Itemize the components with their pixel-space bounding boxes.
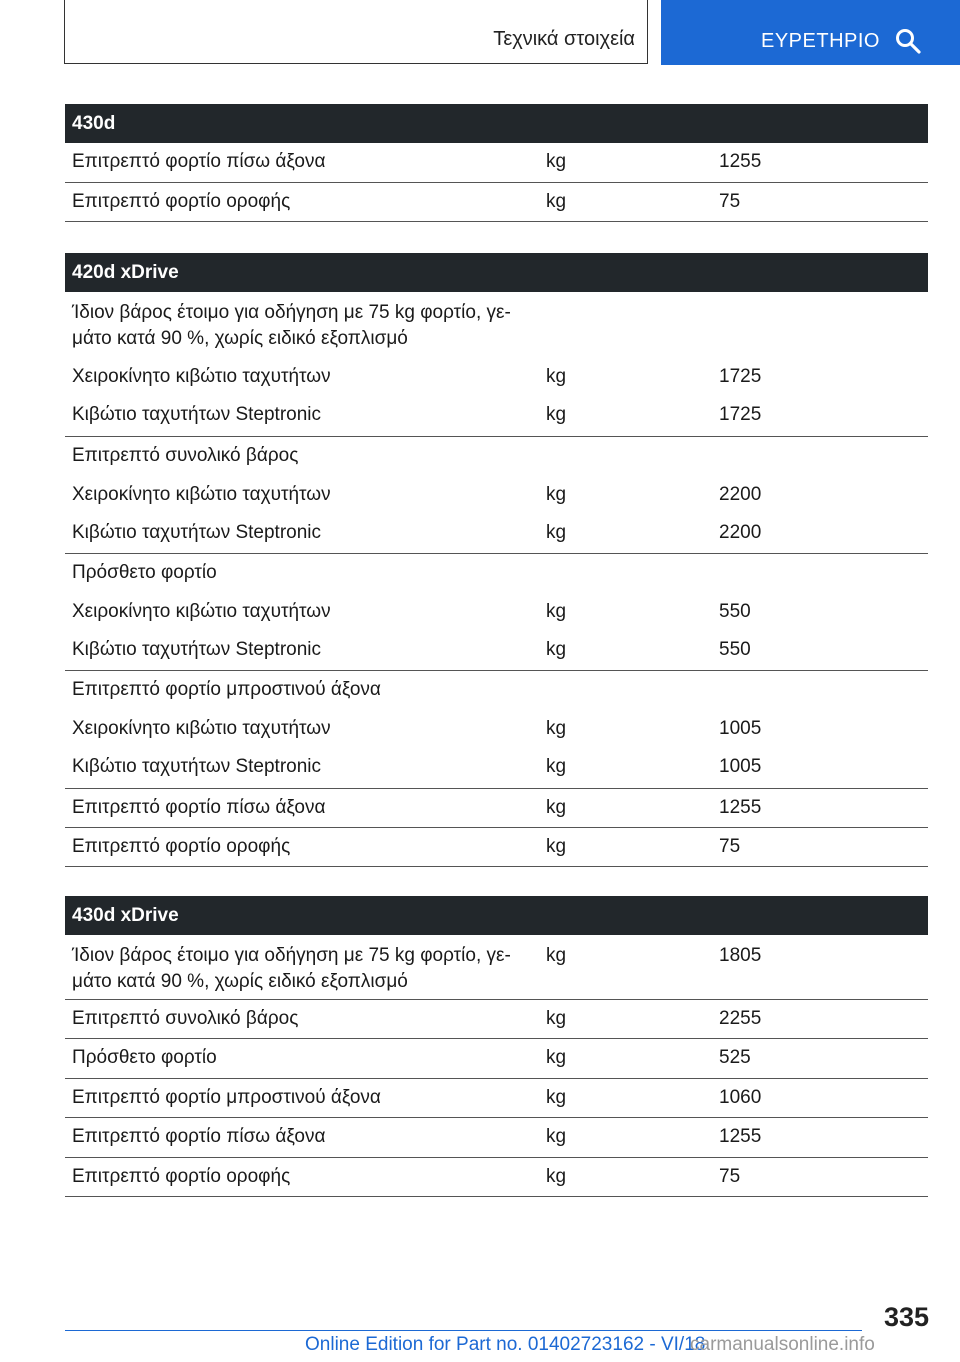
table-row [65, 710, 928, 749]
row-label: Κιβώτιο ταχυτήτων Steptronic [72, 639, 322, 660]
row-unit: kg [546, 1008, 567, 1029]
row-label: Χειροκίνητο κιβώτιο ταχυτήτων [72, 718, 331, 739]
row-value: 1005 [719, 718, 762, 739]
row-value: 1060 [719, 1087, 762, 1108]
row-label: Επιτρεπτό φορτίο μπροστινού άξονα [72, 679, 381, 700]
row-unit: kg [546, 1047, 567, 1068]
spec-table-430d [65, 104, 928, 222]
row-unit: kg [546, 191, 567, 212]
table-row [65, 749, 928, 789]
table-row [65, 397, 928, 437]
row-unit: kg [546, 1126, 567, 1147]
row-label: Πρόσθετο φορτίο [72, 562, 217, 583]
row-value: 1255 [719, 151, 762, 172]
table-row [65, 437, 928, 476]
table-row [65, 632, 928, 671]
row-label: Ίδιον βάρος έτοιμο για οδήγηση με 75 kg φορτίο, γε- [72, 302, 511, 323]
table-row [65, 292, 928, 359]
table-row [65, 515, 928, 554]
table-header: 430d xDrive [65, 896, 928, 935]
row-label: Επιτρεπτό φορτίο μπροστινού άξονα [72, 1087, 381, 1108]
row-label: Χειροκίνητο κιβώτιο ταχυτήτων [72, 601, 331, 622]
table-row [65, 554, 928, 593]
section-tab[interactable] [64, 0, 648, 64]
watermark: carmanualsonline.info [690, 1334, 875, 1355]
row-label: Επιτρεπτό φορτίο πίσω άξονα [72, 151, 326, 172]
table-row [65, 789, 928, 828]
row-value: 550 [719, 639, 751, 660]
table-row [65, 143, 928, 183]
table-row [65, 1039, 928, 1079]
table-header: 420d xDrive [65, 253, 928, 292]
row-value: 75 [719, 191, 741, 212]
row-value: 1805 [719, 945, 762, 966]
row-unit: kg [546, 404, 567, 425]
index-tab[interactable] [661, 0, 960, 65]
row-value: 1725 [719, 366, 762, 387]
table-row [65, 1118, 928, 1158]
row-value: 1255 [719, 1126, 762, 1147]
row-unit: kg [546, 836, 567, 857]
table-row [65, 935, 928, 1000]
row-label-continued: μάτο κατά 90 %, χωρίς ειδικό εξοπλισμό [72, 971, 408, 992]
table-row [65, 1158, 928, 1197]
row-unit: kg [546, 718, 567, 739]
table-row [65, 476, 928, 515]
row-value: 2200 [719, 522, 762, 543]
row-label: Επιτρεπτό φορτίο οροφής [72, 191, 291, 212]
row-label: Χειροκίνητο κιβώτιο ταχυτήτων [72, 484, 331, 505]
table-row [65, 1000, 928, 1039]
row-value: 75 [719, 836, 741, 857]
row-value: 1255 [719, 797, 762, 818]
footer-divider [65, 1330, 862, 1331]
table-row [65, 359, 928, 397]
row-label: Κιβώτιο ταχυτήτων Steptronic [72, 756, 322, 777]
row-value: 75 [719, 1166, 741, 1187]
row-label: Κιβώτιο ταχυτήτων Steptronic [72, 404, 322, 425]
row-label: Επιτρεπτό συνολικό βάρος [72, 445, 299, 466]
spec-table-420d-xdrive [65, 253, 928, 867]
row-label: Επιτρεπτό συνολικό βάρος [72, 1008, 299, 1029]
row-unit: kg [546, 639, 567, 660]
table-row [65, 828, 928, 867]
row-unit: kg [546, 797, 567, 818]
table-header: 430d [65, 104, 928, 143]
row-label-continued: μάτο κατά 90 %, χωρίς ειδικό εξοπλισμό [72, 328, 408, 349]
row-unit: kg [546, 484, 567, 505]
row-value: 1005 [719, 756, 762, 777]
index-tab-label: ΕΥΡΕΤΗΡΙΟ [761, 30, 880, 52]
table-row [65, 183, 928, 222]
row-label: Επιτρεπτό φορτίο πίσω άξονα [72, 1126, 326, 1147]
row-unit: kg [546, 756, 567, 777]
row-label: Χειροκίνητο κιβώτιο ταχυτήτων [72, 366, 331, 387]
edition-text: Online Edition for Part no. 01402723162 - VI/18 [305, 1334, 706, 1355]
row-value: 2200 [719, 484, 762, 505]
row-label: Πρόσθετο φορτίο [72, 1047, 217, 1068]
row-label: Επιτρεπτό φορτίο οροφής [72, 1166, 291, 1187]
section-tab-label: Τεχνικά στοιχεία [493, 28, 635, 50]
row-unit: kg [546, 1087, 567, 1108]
row-unit: kg [546, 151, 567, 172]
page-number: 335 [884, 1302, 930, 1332]
row-unit: kg [546, 366, 567, 387]
row-unit: kg [546, 945, 567, 966]
spec-table-430d-xdrive [65, 896, 928, 1197]
row-value: 550 [719, 601, 751, 622]
row-label: Ίδιον βάρος έτοιμο για οδήγηση με 75 kg φορτίο, γε- [72, 945, 511, 966]
row-unit: kg [546, 1166, 567, 1187]
row-label: Επιτρεπτό φορτίο πίσω άξονα [72, 797, 326, 818]
table-row [65, 593, 928, 632]
table-row [65, 671, 928, 710]
row-value: 1725 [719, 404, 762, 425]
row-unit: kg [546, 522, 567, 543]
row-label: Κιβώτιο ταχυτήτων Steptronic [72, 522, 322, 543]
row-label: Επιτρεπτό φορτίο οροφής [72, 836, 291, 857]
search-icon[interactable] [895, 28, 921, 54]
row-value: 2255 [719, 1008, 762, 1029]
row-unit: kg [546, 601, 567, 622]
table-row [65, 1079, 928, 1118]
row-value: 525 [719, 1047, 751, 1068]
